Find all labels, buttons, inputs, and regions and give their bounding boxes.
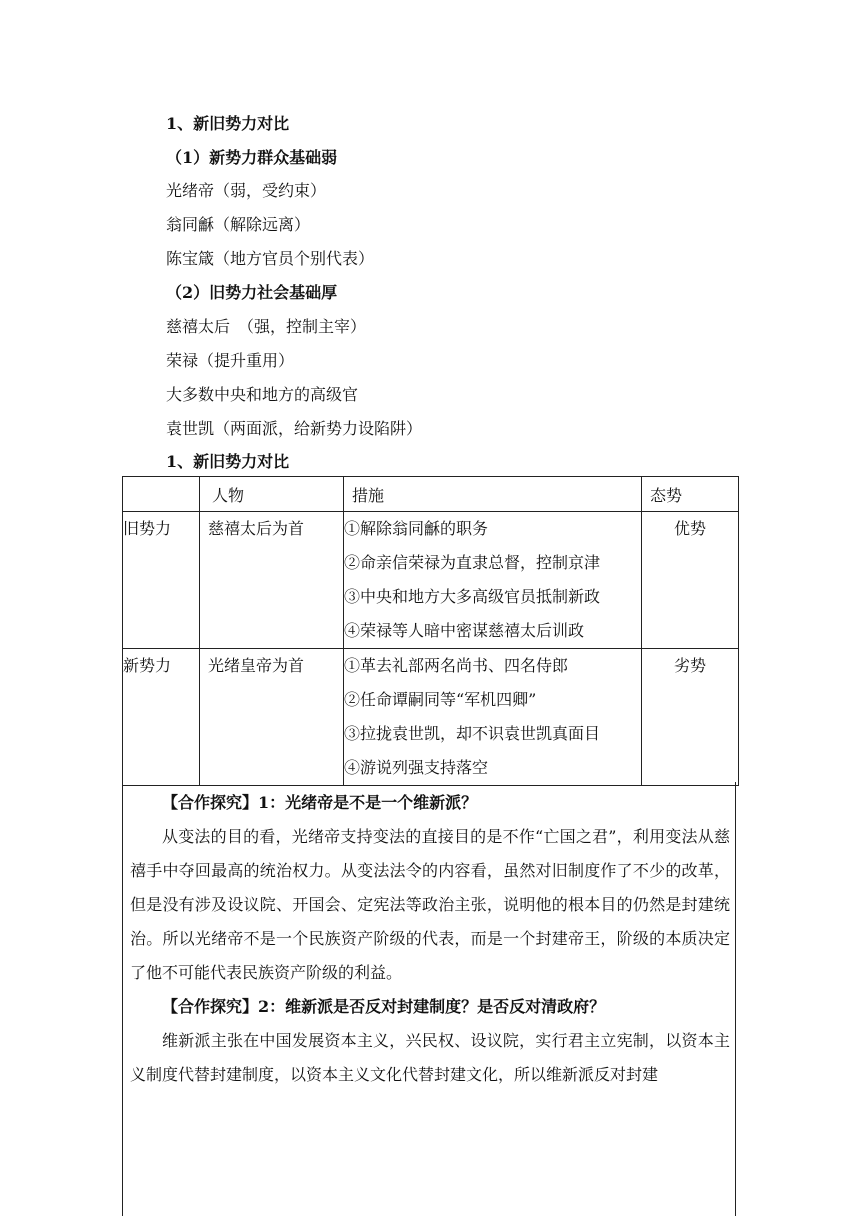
header-cell-measures: 措施 bbox=[344, 477, 642, 512]
measures-cell bbox=[344, 649, 642, 786]
person-cell bbox=[200, 649, 344, 786]
inquiry-label: 【合作探究】 bbox=[162, 997, 259, 1016]
side-cell bbox=[123, 512, 200, 649]
measure-item: ③拉拢袁世凯，却不识袁世凯真面目 bbox=[344, 724, 601, 743]
table-header-row bbox=[123, 477, 739, 512]
side-label: 新势力 bbox=[123, 656, 172, 675]
section-title-2: 1、新旧势力对比 bbox=[166, 452, 290, 471]
measures-cell bbox=[344, 512, 642, 649]
table-row bbox=[123, 512, 739, 649]
status-label: 劣势 bbox=[673, 656, 706, 675]
header-cell-status: 态势 bbox=[642, 477, 739, 512]
list-item: 光绪帝（弱，受约束） bbox=[166, 181, 327, 200]
status-cell bbox=[642, 649, 739, 786]
inquiry-question-1 bbox=[130, 786, 730, 820]
header-cell bbox=[123, 477, 200, 512]
measure-item: ①革去礼部两名尚书、四名侍郎 bbox=[344, 656, 569, 675]
inquiry-answer-1: 从变法的目的看，光绪帝支持变法的直接目的是不作“亡国之君”，利用变法从慈禧手中夺回最高的统治权力。从变法法令的内容看，虽然对旧制度作了不少的改革，但是没有涉及设议院、开国会、定宪法等政治主张，说明他的根本目的仍然是封建统治。所以光绪帝不是一个民族资产阶级的代表，而是一个封建帝王，阶级的本质决定了他不可能代表民族资产阶级的利益。 bbox=[130, 827, 730, 982]
status-label: 优势 bbox=[673, 519, 706, 538]
measure-item: ③中央和地方大多高级官员抵制新政 bbox=[344, 587, 601, 606]
person-label: 光绪皇帝为首 bbox=[208, 656, 305, 675]
table-row bbox=[123, 649, 739, 786]
list-item: 陈宝箴（地方官员个别代表） bbox=[166, 249, 375, 268]
list-item: 大多数中央和地方的高级官 bbox=[166, 385, 359, 404]
header-cell-person: 人物 bbox=[200, 477, 344, 512]
inquiry-question-2 bbox=[130, 990, 730, 1024]
comparison-table bbox=[122, 476, 739, 786]
inquiry-question-text: 1：光绪帝是不是一个维新派？ bbox=[258, 793, 478, 812]
measure-item: ②命亲信荣禄为直隶总督，控制京津 bbox=[344, 553, 601, 572]
list-item: 慈禧太后 （强，控制主宰） bbox=[166, 317, 367, 336]
list-item: 荣禄（提升重用） bbox=[166, 351, 295, 370]
measure-item: ④荣禄等人暗中密谋慈禧太后训政 bbox=[344, 621, 585, 640]
list-item: 袁世凯（两面派，给新势力设陷阱） bbox=[166, 419, 423, 438]
inquiry-label: 【合作探究】 bbox=[162, 793, 259, 812]
measure-item: ①解除翁同龢的职务 bbox=[344, 519, 489, 538]
section-title-1: 1、新旧势力对比 bbox=[166, 114, 290, 133]
status-cell bbox=[642, 512, 739, 649]
measure-item: ④游说列强支持落空 bbox=[344, 758, 489, 777]
inquiry-question-text: 2：维新派是否反对封建制度？是否反对清政府？ bbox=[258, 997, 606, 1016]
inquiry-answer-2: 维新派主张在中国发展资本主义，兴民权、设议院，实行君主立宪制，以资本主义制度代替封建制度，以资本主义文化代替封建文化，所以维新派反对封建 bbox=[130, 1031, 730, 1084]
list-item: 翁同龢（解除远离） bbox=[166, 215, 311, 234]
subheading-old-forces: （2）旧势力社会基础厚 bbox=[166, 283, 338, 302]
measure-item: ②任命谭嗣同等“军机四卿” bbox=[344, 690, 537, 709]
person-cell bbox=[200, 512, 344, 649]
side-cell bbox=[123, 649, 200, 786]
subheading-new-forces: （1）新势力群众基础弱 bbox=[166, 148, 338, 167]
side-label: 旧势力 bbox=[123, 519, 172, 538]
person-label: 慈禧太后为首 bbox=[208, 519, 305, 538]
